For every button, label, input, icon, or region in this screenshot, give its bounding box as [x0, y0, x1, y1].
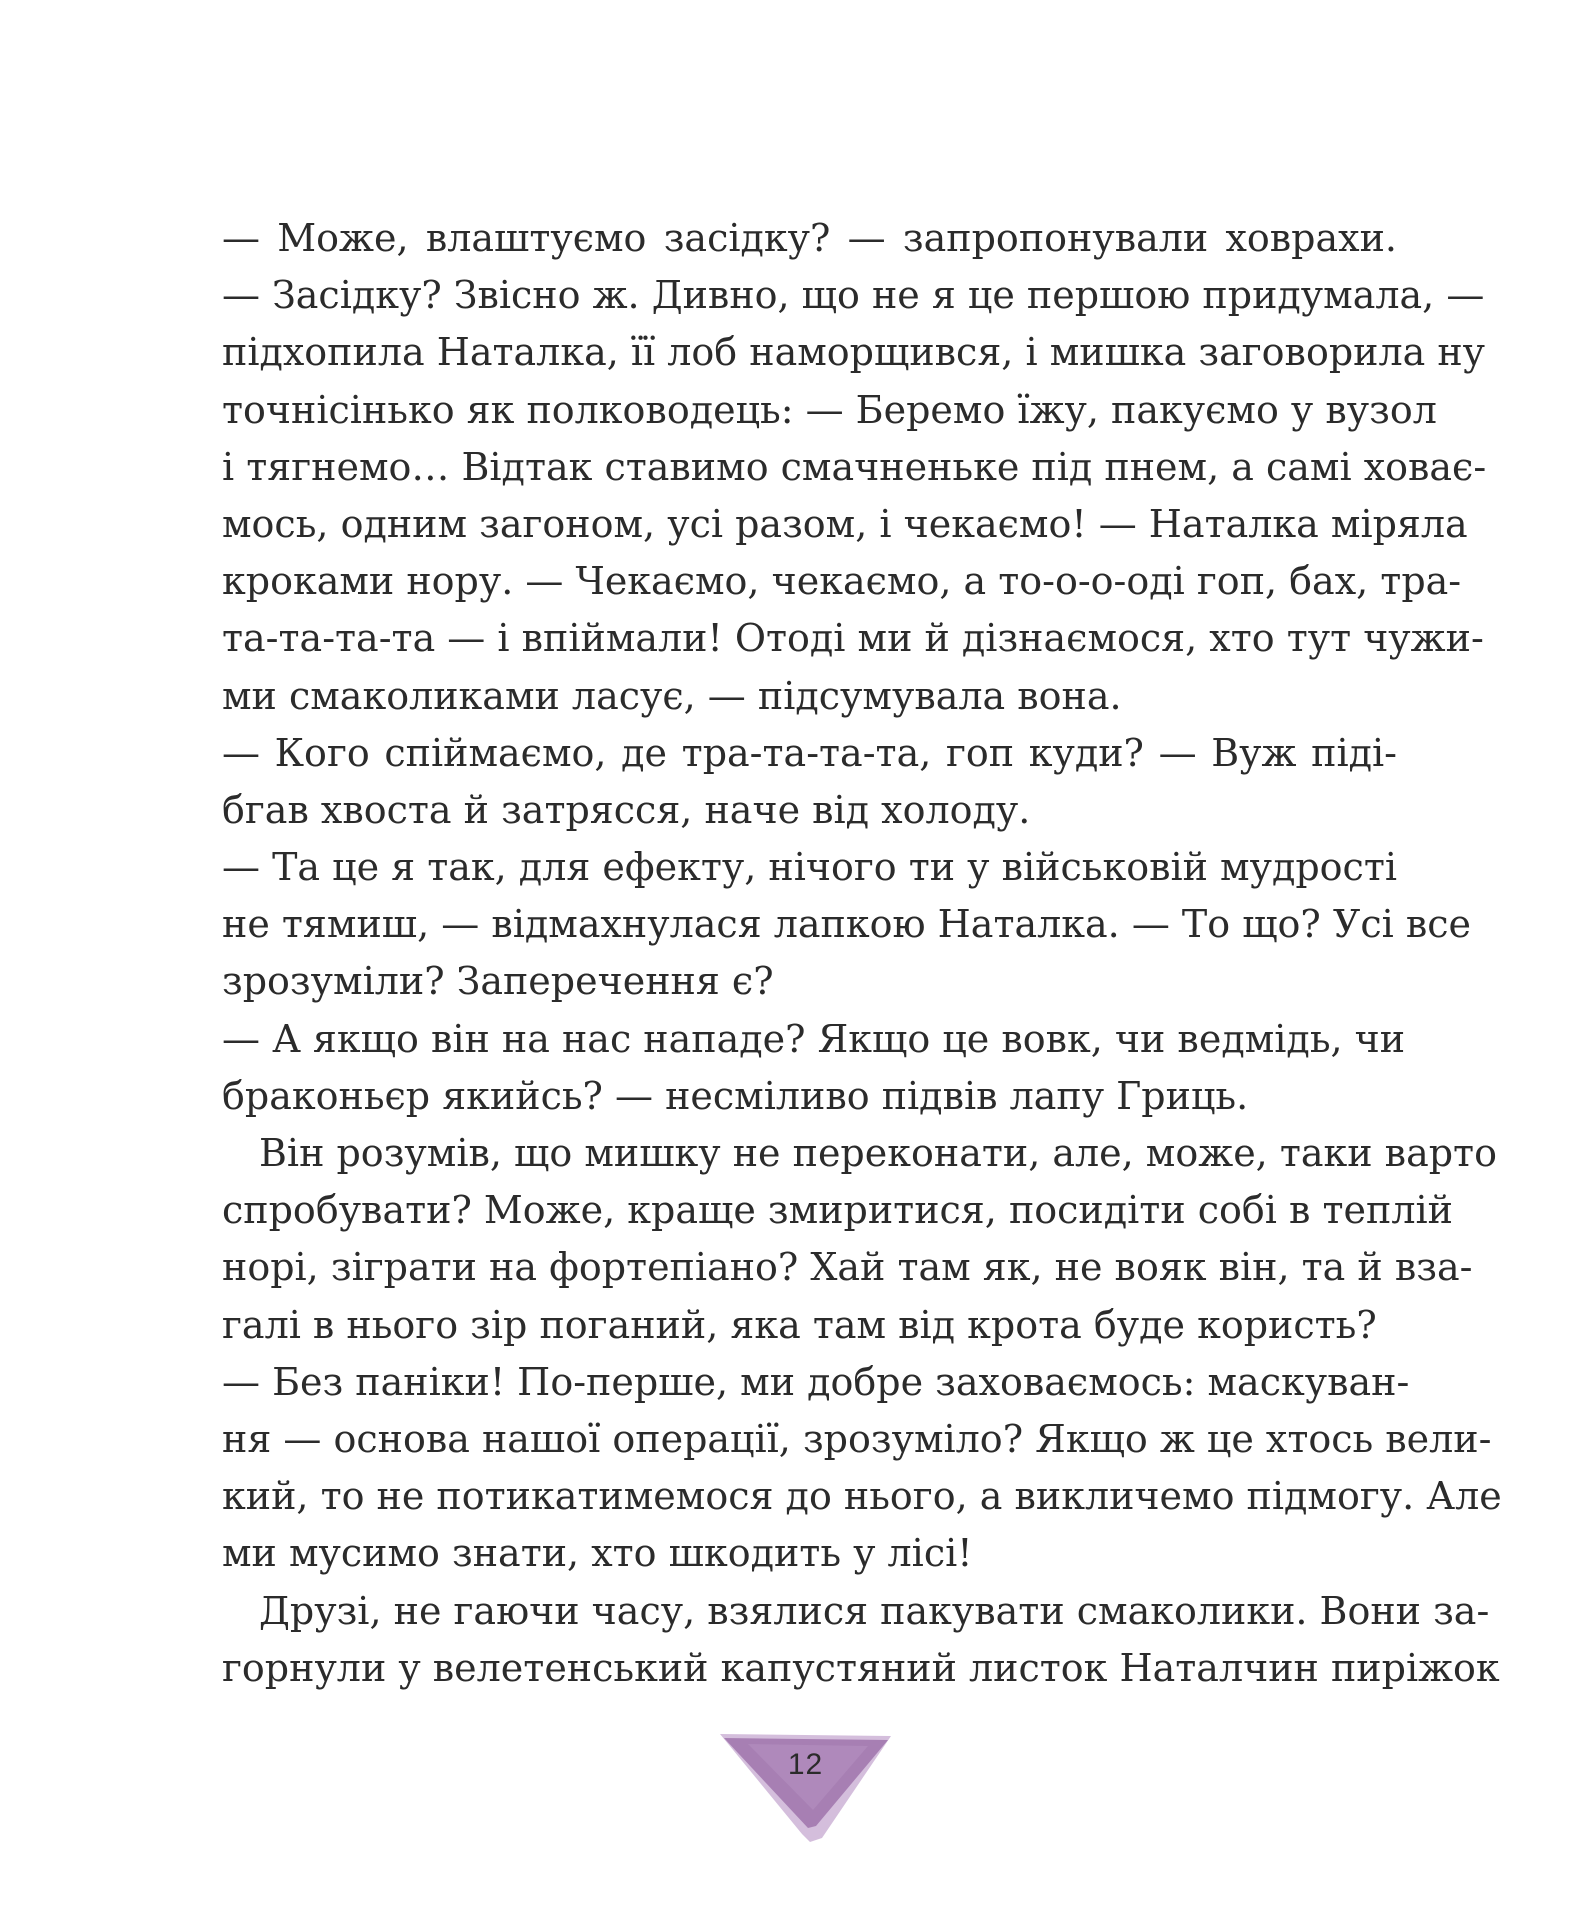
text-line: браконьєр якийсь? — несміливо підвів лапу Гриць. [222, 1073, 1249, 1118]
page-number: 12 [787, 1748, 824, 1781]
text-line: спробувати? Може, краще змиритися, посидіти собі в теплій [222, 1188, 1453, 1233]
text-line: зрозуміли? Заперечення є? [222, 959, 774, 1004]
text-line: кий, то не потикатимемося до нього, а викличемо підмогу. Але [222, 1474, 1502, 1519]
text-line: норі, зіграти на фортепіано? Хай там як, не вояк він, та й вза- [222, 1245, 1473, 1290]
text-line: та-та-та-та — і впіймали! Отоді ми й дізнаємося, хто тут чужи- [222, 616, 1484, 661]
text-line: підхопила Наталка, її лоб наморщився, і мишка заговорила ну [222, 330, 1486, 375]
text-line: і тягнемо… Відтак ставимо смачненьке під пнем, а самі ховає- [222, 444, 1487, 489]
text-line: ми мусимо знати, хто шкодить у лісі! [222, 1531, 973, 1576]
text-line: кроками нору. — Чекаємо, чекаємо, а то-о-о-оді гоп, бах, тра- [222, 559, 1462, 604]
text-line: бгав хвоста й затрясся, наче від холоду. [222, 787, 1031, 832]
text-line: — Та це я так, для ефекту, нічого ти у військовій мудрості [222, 845, 1398, 890]
text-line: мось, одним загоном, усі разом, і чекаємо! — Наталка міряла [222, 501, 1468, 546]
text-line: не тямиш, — відмахнулася лапкою Наталка. — То що? Усі все [222, 902, 1472, 947]
text-line: — Засідку? Звісно ж. Дивно, що не я це першою придумала, — [222, 273, 1485, 318]
text-line: ми смаколиками ласує, — підсумувала вона. [222, 673, 1122, 718]
text-line: — Кого спіймаємо, де тра-та-та-та, гоп куди? — Вуж піді- [222, 730, 1397, 775]
text-line: Друзі, не гаючи часу, взялися пакувати смаколики. Вони за- [259, 1588, 1490, 1633]
text-line: Він розумів, що мишку не переконати, але, може, таки варто [259, 1131, 1497, 1175]
text-line: горнули у велетенський капустяний листок Наталчин пиріжок [222, 1645, 1500, 1690]
text-line: ня — основа нашої операції, зрозуміло? Якщо ж це хтось вели- [222, 1416, 1492, 1461]
page-body-text [222, 210, 1502, 1697]
text-line: галі в нього зір поганий, яка там від крота буде користь? [222, 1302, 1377, 1347]
text-line: — А якщо він на нас нападе? Якщо це вовк, чи ведмідь, чи [222, 1016, 1406, 1061]
text-line: — Без паніки! По-перше, ми добре заховаємось: маскуван- [222, 1359, 1410, 1404]
text-line: точнісінько як полководець: — Беремо їжу, пакуємо у вузол [222, 387, 1437, 432]
text-line: — Може, влаштуємо засідку? — запропонували ховрахи. [222, 216, 1397, 260]
page-number-badge [718, 1730, 893, 1845]
